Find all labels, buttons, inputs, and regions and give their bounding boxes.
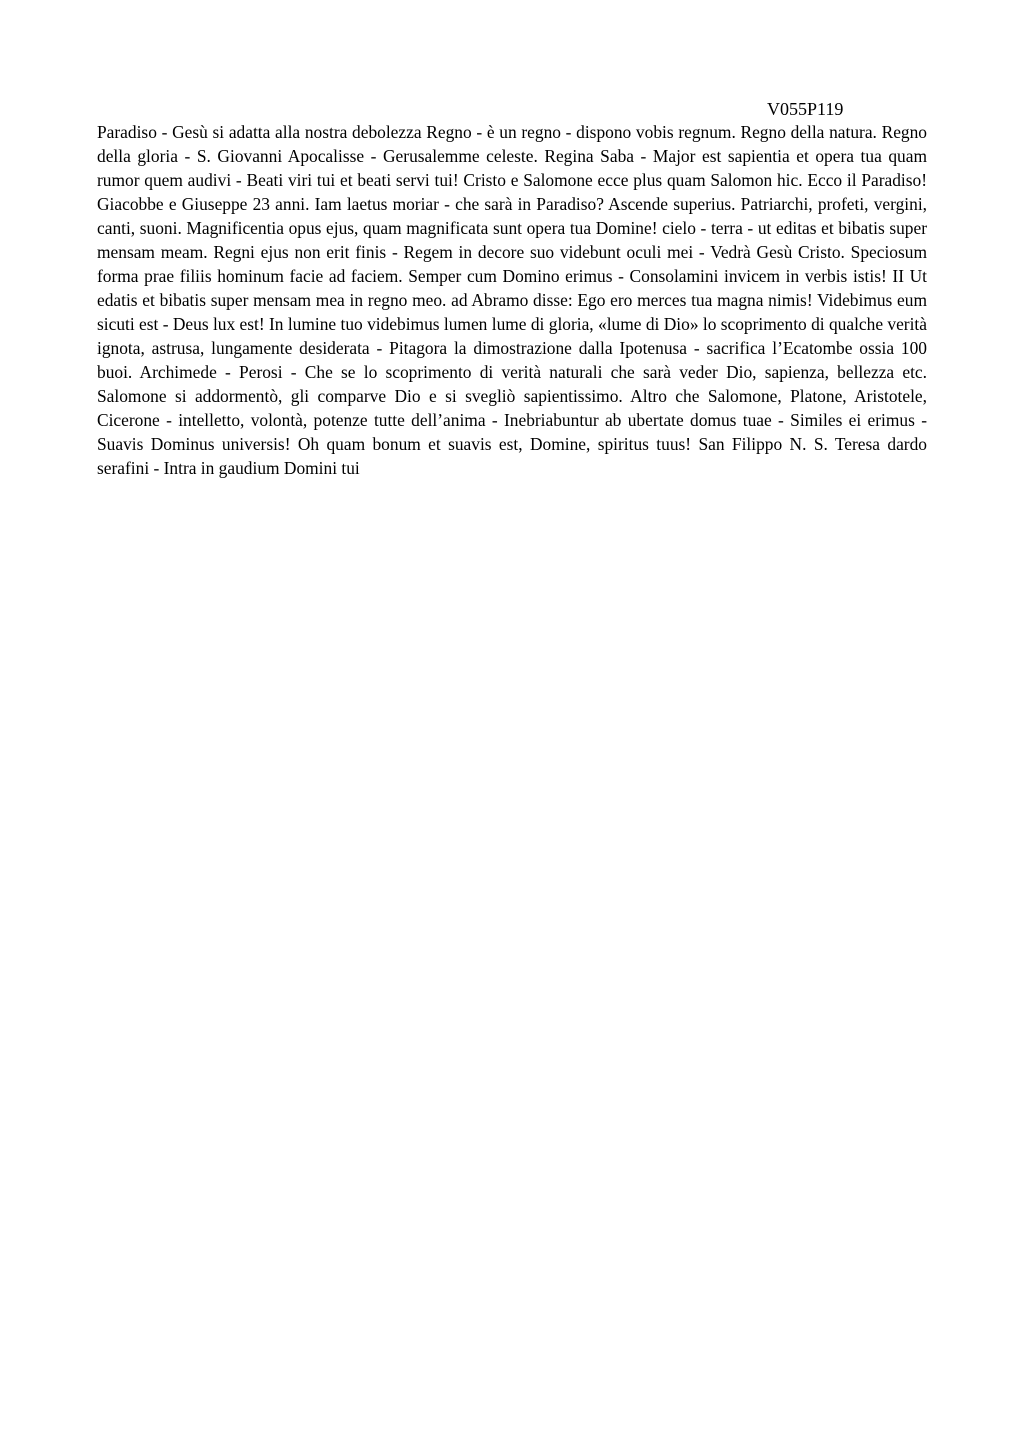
page-identifier: V055P119: [767, 99, 844, 119]
document-body-text: Paradiso - Gesù si adatta alla nostra debolezza Regno - è un regno - dispono vobis regnum. Regno della natura. Regno della gloria - S. Giovanni Apocalisse - Gerusalemme celeste. Regina Saba - Major est sapientia et opera tua quam rumor quem audivi - Beati viri tui et beati servi tui! Cristo e Salomone ecce plus quam Salomon hic. Ecco il Paradiso! Giacobbe e Giuseppe 23 anni. Iam laetus moriar - che sarà in Paradiso? Ascende superius. Patriarchi, profeti, vergini, canti, suoni. Magnificentia opus ejus, quam magnificata sunt opera tua Domine! cielo - terra - ut editas et bibatis super mensam meam. Regni ejus non erit finis - Regem in decore suo videbunt oculi mei - Vedrà Gesù Cristo. Speciosum forma prae filiis hominum facie ad faciem. Semper cum Domino erimus - Consolamini invicem in verbis istis! II Ut edatis et bibatis super mensam mea in regno meo. ad Abramo disse: Ego ero merces tua magna nimis! Videbimus eum sicuti est - Deus lux est! In lumine tuo videbimus lumen lume di gloria, «lume di Dio» lo scoprimento di qualche verità ignota, astrusa, lungamente desiderata - Pitagora la dimostrazione dalla Ipotenusa - sacrifica l’Ecatombe ossia 100 buoi. Archimede - Perosi - Che se lo scoprimento di verità naturali che sarà veder Dio, sapienza, bellezza etc. Salomone si addormentò, gli comparve Dio e si svegliò sapientissimo. Altro che Salomone, Platone, Aristotele, Cicerone - intelletto, volontà, potenze tutte dell’anima - Inebriabuntur ab ubertate domus tuae - Similes ei erimus - Suavis Dominus universis! Oh quam bonum et suavis est, Domine, spiritus tuus! San Filippo N. S. Teresa dardo serafini - Intra in gaudium Domini tui: [97, 122, 927, 478]
